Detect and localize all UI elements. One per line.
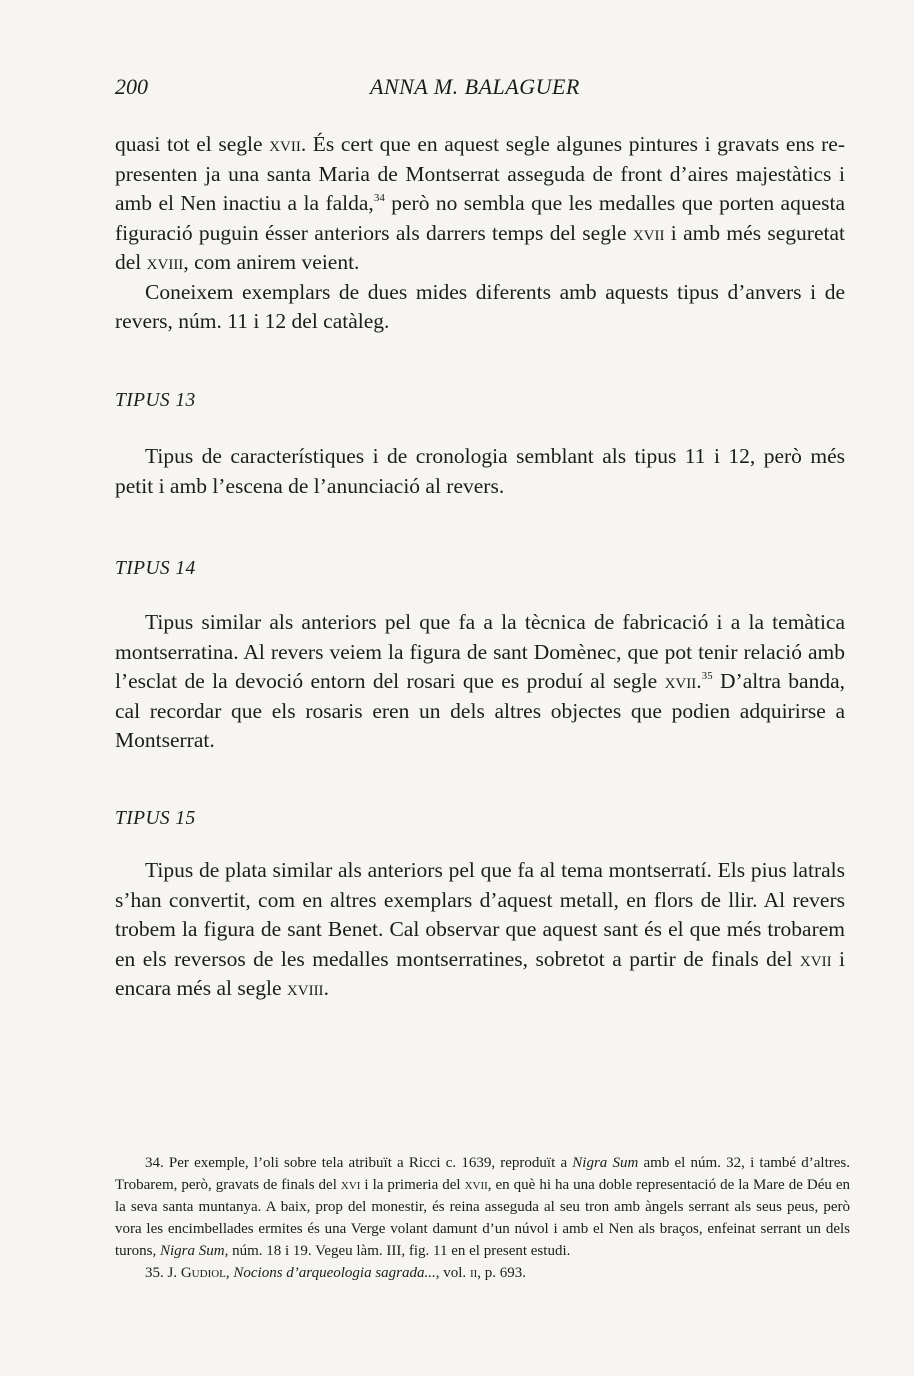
- text-run: .: [323, 976, 329, 1000]
- footnote-ref-35[interactable]: 35: [701, 670, 713, 682]
- century-numeral: xviii: [286, 976, 324, 1000]
- text-run: però no sembla que les medalles que porten aquesta figuració puguin ésser anteriors als darrers temps del segle: [115, 191, 845, 245]
- page-header: [115, 74, 845, 106]
- century-numeral: xvii: [664, 669, 697, 693]
- text-run: , núm. 18 i 19. Vegeu làm. III, fig. 11 en el present estudi.: [224, 1243, 571, 1259]
- intro-text: [115, 130, 845, 337]
- paragraph-1: [115, 130, 845, 278]
- section-heading-tipus-15: TIPUS 15: [115, 808, 196, 829]
- text-run: Tipus similar als anteriors pel que fa a la tècnica de fabricació i a la temàtica montserratina. Al revers veiem la figura de sant Domènec, que pot tenir relació amb l’esclat de la devoció entorn del rosari que es produí al segle: [115, 610, 845, 693]
- paragraph: [115, 608, 845, 756]
- text-run: 34. Per exemple, l’oli sobre tela atribuït a Ricci c. 1639, reproduït a: [145, 1155, 573, 1171]
- century-numeral: xvii: [464, 1177, 488, 1193]
- text-run: i la primeria del: [360, 1177, 465, 1193]
- section-heading-tipus-14: TIPUS 14: [115, 558, 196, 579]
- section-heading-tipus-13: TIPUS 13: [115, 390, 196, 411]
- text-run: quasi tot el segle: [115, 132, 270, 156]
- page-number: 200: [115, 74, 148, 99]
- century-numeral: xvii: [799, 946, 832, 971]
- text-run: 35. J.: [145, 1265, 181, 1281]
- text-run: , com anirem veient.: [183, 250, 360, 274]
- text-run: ,: [225, 1265, 234, 1281]
- footnotes: [115, 1152, 850, 1284]
- section-text-tipus-13: [115, 442, 845, 501]
- footnote-ref-34[interactable]: 34: [373, 192, 385, 204]
- text-run: .: [696, 669, 702, 693]
- paragraph: [115, 856, 845, 1004]
- text-run: i encara més al segle: [115, 946, 845, 1000]
- text-run: , en què hi ha una doble representació de la Mare de Déu en la seva santa muntanya. A baix, prop del monestir, és reina asseguda al seu tron amb àngels serrant als seus peus, però vora les encimbellades ermites és una Verge volant damunt d’un núvol i amb el Nen als braços, enfeinat serrant un dels turons,: [115, 1177, 851, 1259]
- text-run: amb el núm. 32, i també d’altres. Trobarem, però, gravats de finals del: [115, 1155, 850, 1193]
- century-numeral: xviii: [146, 250, 184, 274]
- book-title: Nigra Sum: [572, 1155, 639, 1171]
- section-text-tipus-15: [115, 856, 845, 1004]
- text-run: i amb més seguretat del: [115, 220, 845, 274]
- volume-numeral: ii: [469, 1265, 478, 1281]
- text-run: , p. 693.: [477, 1265, 527, 1281]
- text-run: . És cert que en aquest segle algunes pintures i gravats ens representen ja una santa Maria de Montserrat asseguda de front d’aires majestàtics i amb el Nen inactiu a la falda,: [115, 132, 845, 215]
- book-title: Nocions d’arqueologia sagrada...: [233, 1265, 436, 1281]
- footnote-35: [115, 1262, 850, 1284]
- century-numeral: xvi: [340, 1177, 361, 1193]
- paragraph-2: Coneixem exemplars de dues mides diferents amb aquests tipus d’anvers i de revers, núm. 11 i 12 del catàleg.: [115, 279, 845, 333]
- footnote-34: [115, 1152, 850, 1262]
- text-run: Tipus de plata similar als anteriors pel que fa al tema montserratí. Els pius latrals s’han convertit, com en altres exemplars d’aquest metall, en flors de llir. Al revers trobem la figura de sant Benet. Cal observar que aquest sant és el que més trobarem en els reversos de les medalles montserratines, sobretot a partir de finals del: [115, 858, 845, 971]
- text-run: D’altra banda, cal recordar que els rosaris eren un dels altres objectes que podien adquirirse a Montserrat.: [115, 669, 845, 752]
- author-name: Gudiol: [180, 1265, 226, 1281]
- century-numeral: xvii: [269, 132, 301, 156]
- book-title: Nigra Sum: [160, 1243, 225, 1259]
- text-run: , vol.: [435, 1265, 470, 1281]
- running-head: ANNA M. BALAGUER: [370, 74, 580, 99]
- section-text-tipus-14: [115, 608, 845, 756]
- paragraph: Tipus de característiques i de cronologia semblant als tipus 11 i 12, però més petit i amb l’escena de l’anunciació al revers.: [115, 444, 845, 498]
- century-numeral: xvii: [632, 220, 665, 245]
